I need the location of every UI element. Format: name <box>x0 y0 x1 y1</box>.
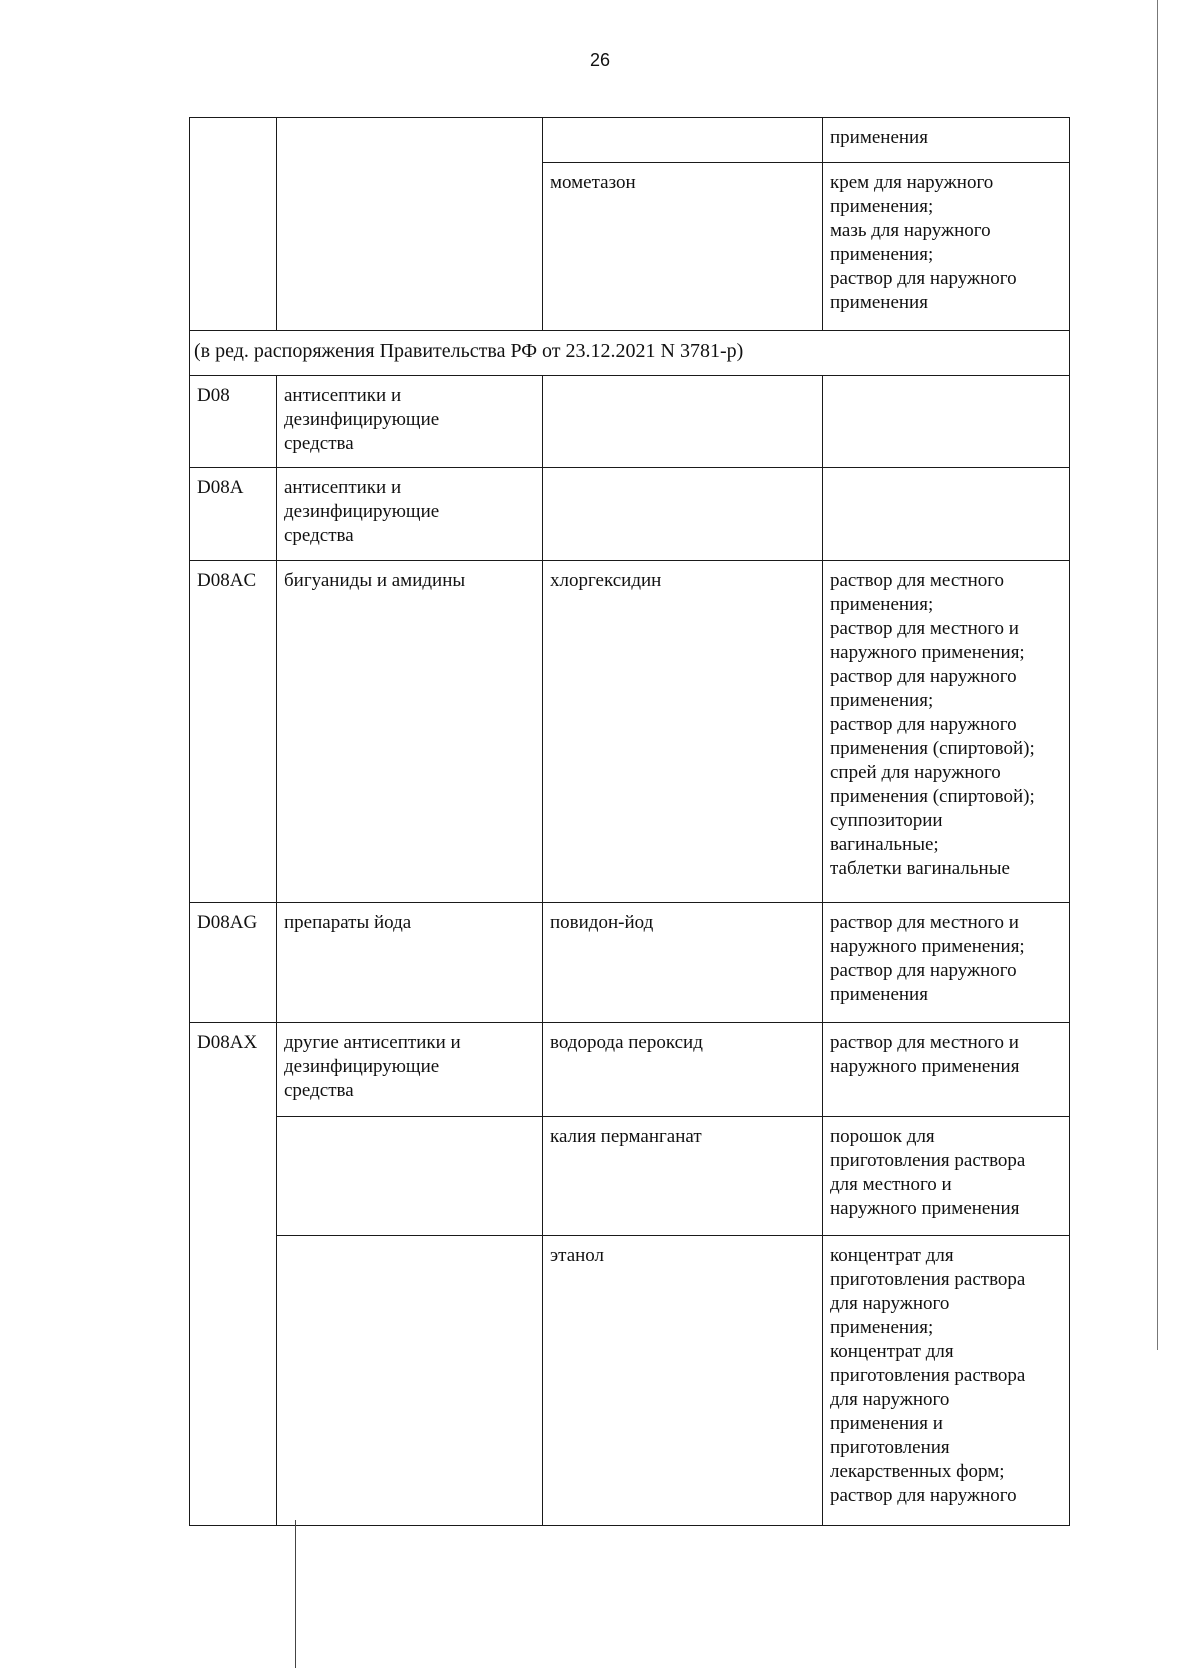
scan-artifact-line <box>1157 0 1158 1350</box>
group-name-cell <box>277 1236 543 1526</box>
group-name-cell <box>277 118 543 163</box>
dosage-form-line: мазь для наружного <box>830 220 991 241</box>
atc-code-cell: D08 <box>190 376 277 468</box>
dosage-form-line: наружного применения; <box>830 642 1025 663</box>
dosage-form-line: концентрат для <box>830 1341 954 1362</box>
dosage-forms-cell <box>823 468 1070 561</box>
page-number: 26 <box>589 50 611 70</box>
dosage-form-line: применения; <box>830 1317 934 1338</box>
table-row <box>190 903 1070 1023</box>
group-name-line: средства <box>284 433 354 454</box>
group-name-cell <box>277 1117 543 1236</box>
dosage-form-line: спрей для наружного <box>830 762 1001 783</box>
group-name-line: препараты йода <box>284 912 412 933</box>
dosage-form-line: суппозитории <box>830 810 943 831</box>
drug-name-cell: калия перманганат <box>543 1117 823 1236</box>
atc-code-cell <box>190 163 277 331</box>
group-name-cell <box>277 468 543 561</box>
group-name-cell <box>277 163 543 331</box>
drug-list-table <box>189 117 1070 1526</box>
group-name-cell <box>277 903 543 1023</box>
drug-name-cell <box>543 376 823 468</box>
dosage-form-line: приготовления раствора <box>830 1365 1026 1386</box>
drug-name-cell: мометазон <box>543 163 823 331</box>
dosage-form-line: концентрат для <box>830 1245 954 1266</box>
dosage-forms-cell <box>823 118 1070 163</box>
group-name-line: антисептики и <box>284 385 402 406</box>
drug-name-cell <box>543 468 823 561</box>
dosage-form-line: наружного применения <box>830 1056 1020 1077</box>
dosage-form-line: лекарственных форм; <box>830 1461 1005 1482</box>
group-name-line: дезинфицирующие <box>284 409 440 430</box>
drug-name-cell: хлоргексидин <box>543 561 823 903</box>
group-name-line: антисептики и <box>284 477 402 498</box>
table-row <box>190 118 1070 163</box>
dosage-form-line: раствор для наружного <box>830 960 1017 981</box>
dosage-form-line: раствор для наружного <box>830 666 1017 687</box>
dosage-form-line: применения и <box>830 1413 943 1434</box>
atc-code-cell: D08AX <box>190 1023 277 1117</box>
drug-name-cell <box>543 118 823 163</box>
table-row <box>190 561 1070 903</box>
group-name-line: дезинфицирующие <box>284 501 440 522</box>
dosage-form-line: раствор для местного и <box>830 912 1019 933</box>
dosage-form-line: применения; <box>830 594 934 615</box>
dosage-form-line: раствор для наружного <box>830 268 1017 289</box>
dosage-forms-cell <box>823 376 1070 468</box>
table-row <box>190 1117 1070 1236</box>
dosage-form-line: раствор для местного и <box>830 1032 1019 1053</box>
atc-code-cell: D08AC <box>190 561 277 903</box>
dosage-form-line: вагинальные; <box>830 834 939 855</box>
atc-code-cell: D08AG <box>190 903 277 1023</box>
dosage-form-line: крем для наружного <box>830 172 994 193</box>
drug-name-cell: водорода пероксид <box>543 1023 823 1117</box>
dosage-form-line: применения (спиртовой); <box>830 738 1035 759</box>
dosage-form-line: применения; <box>830 196 934 217</box>
dosage-forms-cell <box>823 903 1070 1023</box>
dosage-forms-cell <box>823 163 1070 331</box>
dosage-form-line: применения <box>830 984 928 1005</box>
group-name-cell <box>277 376 543 468</box>
dosage-form-line: для наружного <box>830 1389 950 1410</box>
dosage-form-line: приготовления <box>830 1437 950 1458</box>
atc-code-cell <box>190 118 277 163</box>
group-name-cell <box>277 561 543 903</box>
dosage-form-line: раствор для наружного <box>830 714 1017 735</box>
dosage-form-line: наружного применения; <box>830 936 1025 957</box>
group-name-line: другие антисептики и <box>284 1032 461 1053</box>
dosage-form-line: для наружного <box>830 1293 950 1314</box>
dosage-form-line: для местного и <box>830 1174 952 1195</box>
dosage-form-line: раствор для местного и <box>830 618 1019 639</box>
table-row <box>190 1023 1070 1117</box>
dosage-forms-cell <box>823 1023 1070 1117</box>
dosage-form-line: применения (спиртовой); <box>830 786 1035 807</box>
group-name-line: дезинфицирующие <box>284 1056 440 1077</box>
dosage-forms-cell <box>823 1236 1070 1526</box>
group-name-cell <box>277 1023 543 1117</box>
dosage-form-line: применения <box>830 292 928 313</box>
amendment-row <box>190 331 1070 376</box>
atc-code-cell <box>190 1117 277 1236</box>
dosage-form-line: раствор для наружного <box>830 1485 1017 1506</box>
dosage-form-line: применения; <box>830 690 934 711</box>
table-row <box>190 376 1070 468</box>
dosage-form-line: приготовления раствора <box>830 1269 1026 1290</box>
dosage-form-line: порошок для <box>830 1126 935 1147</box>
atc-code-cell: D08A <box>190 468 277 561</box>
table-row <box>190 468 1070 561</box>
atc-code-cell <box>190 1236 277 1526</box>
amendment-note: (в ред. распоряжения Правительства РФ от 23.12.2021 N 3781-р) <box>190 331 1070 376</box>
dosage-forms-cell <box>823 561 1070 903</box>
dosage-form-line: применения; <box>830 244 934 265</box>
dosage-form-line: раствор для местного <box>830 570 1005 591</box>
drug-name-cell: этанол <box>543 1236 823 1526</box>
group-name-line: бигуаниды и амидины <box>284 570 466 591</box>
dosage-form-line: применения <box>830 127 928 148</box>
drug-name-cell: повидон-йод <box>543 903 823 1023</box>
group-name-line: средства <box>284 525 354 546</box>
group-name-line: средства <box>284 1080 354 1101</box>
table-row <box>190 1236 1070 1526</box>
dosage-form-line: таблетки вагинальные <box>830 858 1010 879</box>
scan-artifact-line <box>295 1520 296 1668</box>
dosage-form-line: наружного применения <box>830 1198 1020 1219</box>
dosage-form-line: приготовления раствора <box>830 1150 1026 1171</box>
table-row <box>190 163 1070 331</box>
dosage-forms-cell <box>823 1117 1070 1236</box>
